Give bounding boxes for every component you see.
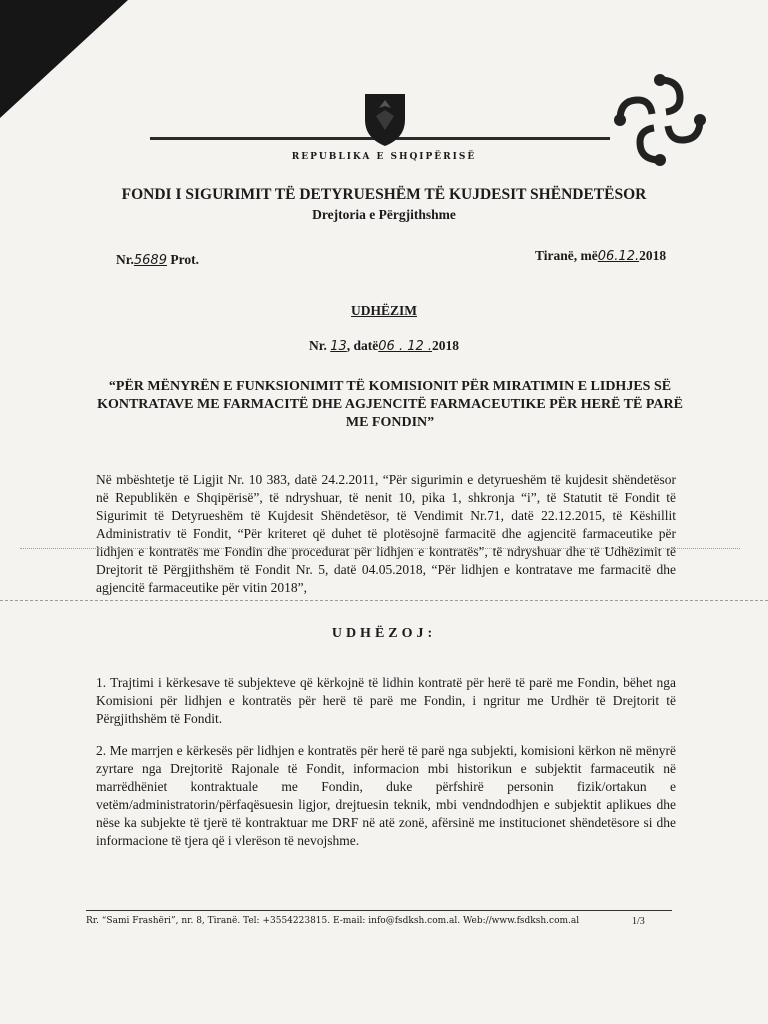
- doc-year: 2018: [432, 338, 460, 353]
- document-title: “PËR MËNYRËN E FUNKSIONIMIT TË KOMISIONIT PËR MIRATIMIN E LIDHJES SË KONTRATAVE ME FARMACITË DHE AGJENCITË FARMACEUTIKE PËR HERË TË PARË ME FONDIN”: [97, 379, 683, 430]
- doc-num-prefix: Nr.: [308, 338, 327, 353]
- republic-label: REPUBLIKA E SHQIPËRISË: [291, 152, 477, 162]
- place-prefix: Tiranë, më: [535, 248, 598, 263]
- scan-corner-mark: [0, 0, 128, 118]
- preamble-paragraph: Në mbështetje të Ligjit Nr. 10 383, datë 24.2.2011, “Për sigurimin e detyrueshëm të kujdesit shëndetësor në Republikën e Shqipërisë”, të ndryshuar, të nenit 10, pika 1, shkronja “i”, të Statutit të Fondit të Sigurimit të Detyrueshëm të Kujdesit Shëndetësor, të Vendimit Nr.71, datë 22.12.2015, të Këshillit Administrativ të Fondit, “Për kriteret që duhet të plotësojnë farmacitë dhe agjencitë farmaceutike për lidhjen e kontratës me Fondin dhe procedurat për lidhjen e kontratës”, të ndryshuar dhe të Udhëzimit të Drejtorit të Përgjithshëm të Fondit Nr. 5, datë 04.05.2018, “Për lidhjen e kontratave me farmacitë dhe agjencitë farmaceutike për vitin 2018”,: [96, 472, 676, 595]
- coat-of-arms-icon: [362, 86, 408, 148]
- organization-name: FONDI I SIGURIMIT TË DETYRUESHËM TË KUJDESIT SHËNDETËSOR: [121, 186, 647, 203]
- paragraph-item-1: 1. Trajtimi i kërkesave të subjekteve që kërkojnë të lidhin kontratë për herë të parë me Fondin, bëhet nga Komisioni për lidhjen e kontratës për herë të parë me Fondin, i ngritur me Urdhër të Drejtorit të Përgjithshëm të Fondit.: [96, 675, 676, 726]
- prot-prefix: Nr.: [116, 252, 134, 267]
- place-date: [535, 248, 666, 264]
- doc-num-handwritten: 13: [330, 339, 347, 354]
- prot-suffix: Prot.: [170, 252, 199, 267]
- doc-date-prefix: , datë: [346, 338, 379, 353]
- footer-address: Rr. “Sami Frashëri”, nr. 8, Tiranë. Tel: +3554223815. E-mail: info@fsdksh.com.al. Web://www.fsdksh.com.al: [86, 916, 580, 926]
- paragraph-item-2: 2. Me marrjen e kërkesës për lidhjen e kontratës për herë të parë nga subjekti, komisioni kërkon në mënyrë zyrtare nga Drejtoritë Rajonale të Fondit, informacion mbi historikun e subjektit farmaceutik në marrëdhëniet kontraktuale me Fondin, duke përfshirë personin fizik/ortakun e vetëm/administratorin/përfaqësuesin ligjor, drejtuesin teknik, mbi vendndodhjen e subjektit aplikues dhe nëse ka subjekte të tjerë të kontraktuar me DRF në atë zonë, afërsinë me institucionet shëndetësore si dhe informacione të tjera që i vlerëson të nevojshme.: [96, 743, 676, 848]
- page-number: 1/3: [632, 916, 645, 927]
- department-name: Drejtoria e Përgjithshme: [312, 207, 456, 222]
- document-type: UDHËZIM: [350, 303, 417, 318]
- document-number: [0, 338, 768, 354]
- footer-rule: [86, 910, 672, 911]
- prot-number-handwritten: 5689: [133, 253, 167, 268]
- date-handwritten: 06.12.: [597, 249, 640, 264]
- date-year: 2018: [639, 248, 667, 263]
- scan-noise-line: [0, 600, 768, 601]
- doc-date-handwritten: 06 . 12 .: [378, 339, 433, 354]
- protocol-number: [116, 252, 199, 268]
- directive-heading: UDHËZOJ:: [331, 626, 437, 641]
- scan-noise-line: [20, 548, 740, 549]
